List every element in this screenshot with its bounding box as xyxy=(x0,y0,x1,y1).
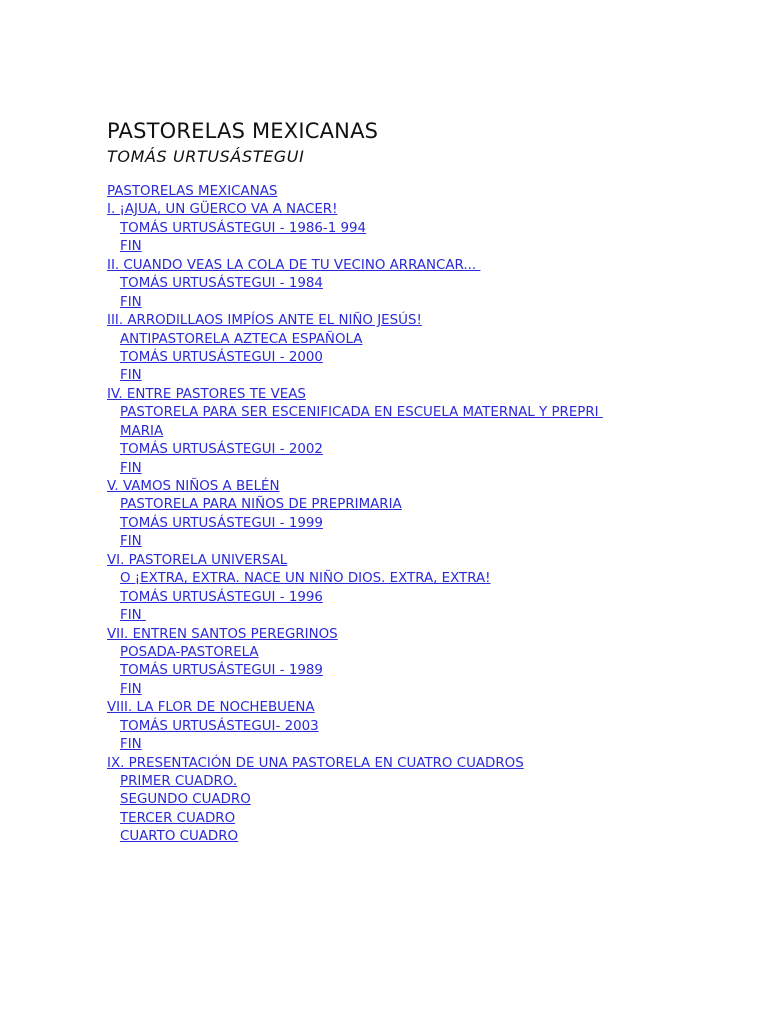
toc-link[interactable]: IV. ENTRE PASTORES TE VEAS xyxy=(107,386,306,402)
toc-item xyxy=(107,755,603,773)
toc-link[interactable]: I. ¡AJUA, UN GÜERCO VA A NACER! xyxy=(107,202,338,218)
toc-item xyxy=(107,238,603,256)
toc-item xyxy=(107,220,603,238)
toc-item xyxy=(107,331,603,349)
toc-item xyxy=(107,312,603,330)
toc-link[interactable]: TERCER CUADRO xyxy=(120,810,236,826)
toc-item xyxy=(107,294,603,312)
toc-link[interactable]: TOMÁS URTUSÁSTEGUI - 1996 xyxy=(120,589,323,605)
toc-item xyxy=(107,810,603,828)
toc-item xyxy=(107,662,603,680)
document-page xyxy=(107,117,727,845)
toc-item xyxy=(107,644,603,662)
toc-link[interactable]: O ¡EXTRA, EXTRA. NACE UN NIÑO DIOS. EXTRA, EXTRA! xyxy=(120,571,491,587)
toc-link[interactable]: IX. PRESENTACIÓN DE UNA PASTORELA EN CUATRO CUADROS xyxy=(107,755,524,771)
toc-link[interactable]: III. ARRODILLAOS IMPÍOS ANTE EL NIÑO JESÚS! xyxy=(107,313,422,329)
toc-link[interactable]: TOMÁS URTUSÁSTEGUI - 1984 xyxy=(120,276,323,292)
toc-item xyxy=(107,828,603,846)
toc-item xyxy=(107,257,603,275)
toc-link[interactable]: MARIA xyxy=(120,423,164,439)
document-author: TOMÁS URTUSÁSTEGUI xyxy=(107,147,305,166)
toc-item xyxy=(107,201,603,219)
toc-link[interactable]: TOMÁS URTUSÁSTEGUI - 1999 xyxy=(120,515,323,531)
toc-link[interactable]: VI. PASTORELA UNIVERSAL xyxy=(107,552,288,568)
toc-item xyxy=(107,386,603,404)
toc-item xyxy=(107,773,603,791)
toc-item xyxy=(107,478,603,496)
table-of-contents xyxy=(107,183,603,847)
toc-item xyxy=(107,367,603,385)
toc-link[interactable]: FIN xyxy=(120,368,142,384)
toc-link[interactable]: FIN xyxy=(120,737,142,753)
toc-link[interactable]: FIN xyxy=(120,534,142,550)
toc-item xyxy=(107,589,603,607)
toc-item xyxy=(107,404,603,422)
toc-link[interactable]: TOMÁS URTUSÁSTEGUI - 2002 xyxy=(120,442,323,458)
toc-link[interactable]: POSADA-PASTORELA xyxy=(120,644,259,660)
toc-link[interactable]: CUARTO CUADRO xyxy=(120,829,239,845)
toc-item xyxy=(107,496,603,514)
toc-link[interactable]: PRIMER CUADRO. xyxy=(120,774,238,789)
toc-link[interactable]: FIN xyxy=(120,460,142,476)
toc-item xyxy=(107,441,603,459)
toc-link[interactable]: TOMÁS URTUSÁSTEGUI- 2003 xyxy=(120,718,319,734)
toc-item xyxy=(107,570,603,588)
document-title: PASTORELAS MEXICANAS xyxy=(107,119,379,143)
toc-item xyxy=(107,736,603,754)
toc-link[interactable]: V. VAMOS NIÑOS A BELÉN xyxy=(107,479,280,494)
toc-item xyxy=(107,681,603,699)
toc-item xyxy=(107,699,603,717)
toc-item xyxy=(107,607,603,625)
toc-item xyxy=(107,423,603,441)
toc-link[interactable]: PASTORELA PARA NIÑOS DE PREPRIMARIA xyxy=(120,497,402,513)
toc-link[interactable]: TOMÁS URTUSÁSTEGUI - 1986-1 994 xyxy=(120,220,367,236)
toc-item xyxy=(107,515,603,533)
toc-link[interactable]: SEGUNDO CUADRO xyxy=(120,792,251,808)
toc-link[interactable]: VIII. LA FLOR DE NOCHEBUENA xyxy=(107,700,315,716)
toc-item xyxy=(107,626,603,644)
toc-link[interactable]: ANTIPASTORELA AZTECA ESPAÑOLA xyxy=(120,331,363,347)
toc-link[interactable]: TOMÁS URTUSÁSTEGUI - 1989 xyxy=(120,663,323,679)
toc-item xyxy=(107,718,603,736)
toc-link[interactable]: PASTORELA PARA SER ESCENIFICADA EN ESCUELA MATERNAL Y PREPRI xyxy=(120,405,603,421)
toc-link[interactable]: FIN xyxy=(120,681,142,697)
toc-link[interactable]: II. CUANDO VEAS LA COLA DE TU VECINO ARRANCAR... xyxy=(107,257,481,273)
toc-item xyxy=(107,791,603,809)
toc-link[interactable]: PASTORELAS MEXICANAS xyxy=(107,184,278,199)
toc-link[interactable]: FIN xyxy=(120,239,142,255)
toc-link[interactable]: FIN xyxy=(120,608,146,624)
toc-item xyxy=(107,460,603,478)
toc-link[interactable]: FIN xyxy=(120,294,142,310)
toc-link[interactable]: TOMÁS URTUSÁSTEGUI - 2000 xyxy=(120,349,323,365)
toc-item xyxy=(107,183,603,201)
toc-item xyxy=(107,533,603,551)
toc-item xyxy=(107,275,603,293)
toc-item xyxy=(107,552,603,570)
toc-item xyxy=(107,349,603,367)
toc-link[interactable]: VII. ENTREN SANTOS PEREGRINOS xyxy=(107,626,338,642)
